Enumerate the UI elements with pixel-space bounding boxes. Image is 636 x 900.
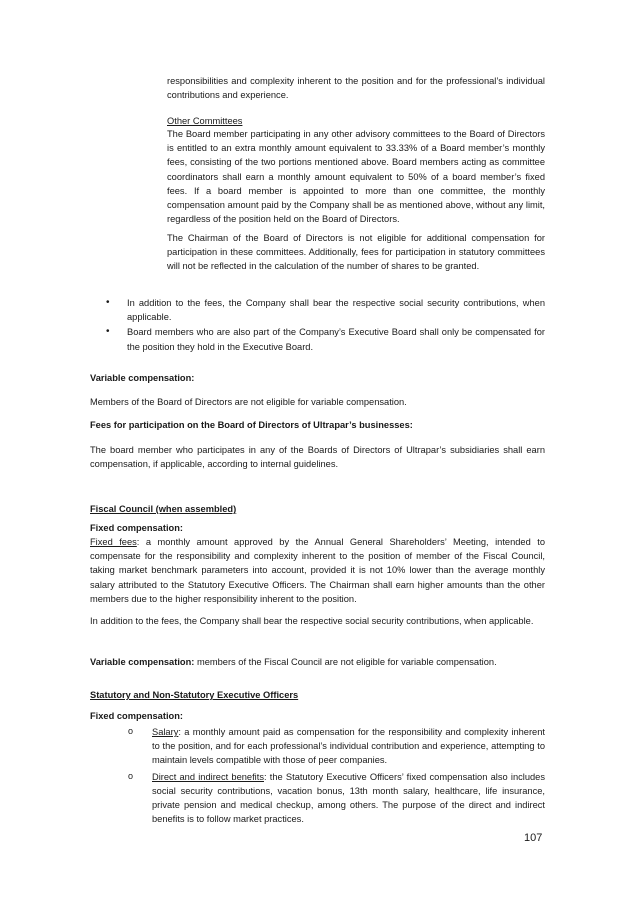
fiscal-social-security: In addition to the fees, the Company shall bear the respective social security contributions, when applicable. [90, 616, 534, 626]
fiscal-council-heading: Fiscal Council (when assembled) [90, 504, 237, 514]
fiscal-variable-label: Variable compensation: [90, 657, 195, 667]
fiscal-fixed-fees [90, 535, 545, 606]
fiscal-variable-text: members of the Fiscal Council are not eligible for variable compensation. [194, 657, 497, 667]
benefits-text: : the Statutory Executive Officers’ fixed compensation also includes social security contributions, vacation bonus, 13th month salary, healthcare, life insurance, private pension and medical checkup, among others. The purpose of the direct and indirect benefits is to follow market practices. [152, 771, 545, 825]
other-committees-paragraph-2: The Chairman of the Board of Directors is not eligible for additional compensation for participation in these committees. Additionally, fees for participation in statutory committees will not be reflected in the calculation of the number of shares to be granted. [167, 233, 545, 272]
intro-continuation: responsibilities and complexity inherent to the position and for the professional’s individual contributions and experience. [167, 76, 545, 101]
fiscal-variable [90, 655, 545, 669]
list-item [128, 770, 545, 827]
other-committees-paragraph-1: The Board member participating in any other advisory committees to the Board of Directors is entitled to an extra monthly amount equivalent to 33.33% of a Board member’s monthly fees, consisting of the two portions mentioned above. Board members acting as committee coordinators shall earn a monthly amount equivalent to 50% of a board member’s fixed fees. If a board member is appointed to more than one committee, the monthly compensation amount paid by the Company shall be as mentioned above, without any limit, regardless of the position held on the Board of Directors. [167, 129, 545, 225]
board-variable-text: Members of the Board of Directors are not eligible for variable compensation. [90, 397, 407, 407]
board-variable-heading: Variable compensation: [90, 373, 195, 383]
fees-participation-text: The board member who participates in any of the Boards of Directors of Ultrapar’s subsidiaries shall earn compensation, if applicable, according to internal guidelines. [90, 445, 545, 470]
bullet-icon: • [106, 297, 110, 308]
executive-fixed-heading: Fixed compensation: [90, 711, 183, 721]
other-committees-heading: Other Committees [167, 116, 243, 126]
board-bullet-list [106, 296, 545, 354]
executive-officers-heading: Statutory and Non-Statutory Executive Officers [90, 690, 299, 700]
list-item [106, 325, 545, 353]
bullet-text: Board members who are also part of the Company’s Executive Board shall only be compensated for the position they hold in the Executive Board. [127, 327, 545, 352]
fixed-fees-text: : a monthly amount approved by the Annual General Shareholders’ Meeting, intended to compensate for the responsibility and complexity inherent to the position of member of the Fiscal Council, taking market benchmark parameters into account, provided it is not 10% lower than the average monthly salary attributed to the Statutory Executive Officers. The Chairman shall earn higher amounts than the other members due to the higher responsibility inherent to the position. [90, 537, 546, 604]
fees-participation-heading: Fees for participation on the Board of Directors of Ultrapar’s businesses: [90, 420, 413, 430]
page-number: 107 [524, 832, 543, 844]
bullet-icon: • [106, 326, 110, 338]
fixed-fees-label: Fixed fees [90, 537, 137, 547]
executive-list [128, 725, 545, 826]
bullet-text: In addition to the fees, the Company shall bear the respective social security contributions, when applicable. [127, 298, 545, 323]
circle-bullet-icon: o [128, 726, 134, 736]
list-item [106, 296, 545, 324]
list-item [128, 725, 545, 768]
benefits-label: Direct and indirect benefits [152, 771, 264, 782]
fiscal-fixed-heading: Fixed compensation: [90, 523, 183, 533]
circle-bullet-icon: o [128, 770, 134, 781]
salary-label: Salary [152, 727, 179, 737]
salary-text: : a monthly amount paid as compensation for the responsibility and complexity inherent to the position, and for each professional’s individual contribution and experience, attempting to maintain levels compatible with those of peer companies. [152, 727, 545, 766]
